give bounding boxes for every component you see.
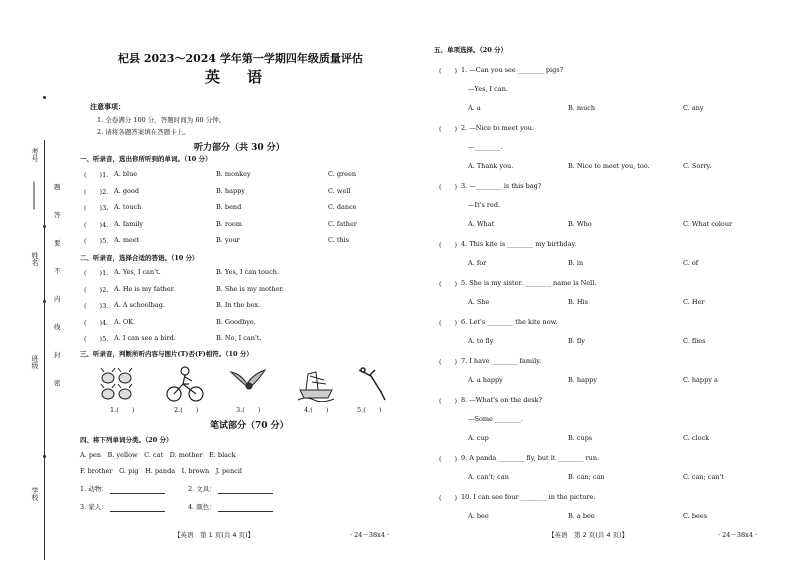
sec5-option-a: A. a [468,104,481,112]
sec5-answer-paren: ( ) [439,397,458,405]
sec5-question: 1. —Can you see ________ pigs? [461,66,564,74]
sec4-category-label: 2. 文具： [188,485,216,493]
xuexiao-label: 学校 [31,487,39,501]
sec3-answer-label: 4.( ) [304,406,329,414]
sec5-option-c: C. can; can't [683,473,724,481]
kaohao-line [34,182,35,210]
kaohao-label: 考号 [31,148,39,162]
sec5-question-reply: —It's red. [468,201,501,209]
sec1-option-b: B. your [216,236,240,244]
sec1-option-c: C. this [328,236,350,244]
sec5-option-b: B. in [568,259,584,267]
sec4-answer-line [218,493,273,494]
sec5-option-b: B. cups [568,434,593,442]
sec1-item-number: ( )3. [84,204,109,212]
sec4-answer-line [110,511,165,512]
exam-title: 杞县 2023～2024 学年第一学期四年级质量评估 [118,52,363,65]
sec5-answer-paren: ( ) [439,125,458,133]
banji-label: 班级 [31,355,39,369]
sec1-option-b: B. happy [216,186,245,195]
sec5-option-a: A. to fly [468,337,494,345]
sec5-option-b: B. much [568,104,596,112]
sec5-answer-paren: ( ) [439,241,458,249]
sec2-option-a: A. A schoolbag. [114,301,165,309]
sec5-answer-paren: ( ) [439,319,458,327]
sec2-item-number: ( )2. [84,285,109,294]
sec4-category-label: 4. 颜色： [188,503,216,511]
binding-dot [43,455,46,458]
written-heading: 笔试部分（70 分） [210,421,289,431]
notice-heading: 注意事项： [90,102,125,111]
sec3-answer-label: 1.( ) [110,406,135,414]
footer-page2: 【英语 第 2 页(共 4 页)】 [548,531,629,539]
sec5-option-c: C. clock [683,434,710,442]
sec4-words-1: A. pen B. yellow C. cat D. mother E. black [80,451,236,459]
sec1-heading: 一、听录音，选出你所听到的单词。（10 分） [80,155,212,163]
sec4-category-label: 3. 家人： [80,503,108,511]
sec1-option-b: B. bend [216,203,242,211]
sec5-answer-paren: ( ) [439,183,458,191]
sec3-heading: 三、听录音，判断所听内容与图片(T)否(F)相符。（10 分） [80,350,253,358]
sec2-item-number: ( )5. [84,335,109,343]
sec5-question-reply: —________. [468,143,503,151]
binding-dot [43,300,46,303]
sec5-question: 7. I have ________ family. [461,357,542,365]
sec5-option-c: C. of [683,259,699,267]
sec5-answer-paren: ( ) [439,455,458,463]
sec5-option-c: C. happy a [683,376,718,384]
sec4-category-label: 1. 动物： [80,485,108,493]
listening-heading: 听力部分（共 30 分） [194,143,285,153]
sec5-question: 4. This kite is ________ my birthday. [461,240,577,248]
sec1-option-a: A. touch [114,203,142,211]
binding-line [44,140,45,560]
sec5-heading: 五、单项选择。（20 分） [434,46,508,54]
sec5-option-b: B. Nice to meet you, too. [568,162,650,170]
binding-dot [43,225,46,228]
binding-warning-char: 内 [54,295,61,303]
subject-title: 英 语 [205,68,269,86]
sec1-item-number: ( )2. [84,187,109,196]
sec5-option-b: B. happy [568,376,597,384]
ship-picture [296,366,336,402]
sec5-option-c: C. Her [683,298,705,306]
stretch-picture [355,364,389,402]
sec5-answer-paren: ( ) [439,358,458,366]
sec4-words-2: F. brother G. pig H. panda I. brown J. pencil [80,467,242,475]
binding-warning-char: 密 [54,379,61,387]
sec1-option-a: A. blue [114,170,138,178]
code-page1: · 24－38x4 · [350,531,390,539]
sec5-option-b: B. fly [568,337,585,345]
sec5-question: 9. A panda ________ fly, but it ________ run. [461,454,600,462]
binding-warning-char: 线 [54,323,61,331]
sec5-option-a: A. can't; can [468,473,509,481]
binding-warning-char: 答 [54,211,61,219]
sec4-answer-line [110,493,165,494]
sec4-heading: 四、将下列单词分类。（20 分） [80,436,173,444]
sec1-option-a: A. meet [114,236,140,244]
sec5-option-a: A. cup [468,434,489,442]
sec1-item-number: ( )5. [84,237,109,245]
notice-1: 1. 全卷满分 100 分，答题时间为 60 分钟。 [97,116,226,124]
sec5-answer-paren: ( ) [439,280,458,288]
sec5-question: 2. —Nice to meet you. [461,124,535,132]
sec5-option-a: A. a happy [468,376,503,384]
sec5-answer-paren: ( ) [439,67,458,75]
sec1-option-c: C. green [328,170,357,178]
sec2-item-number: ( )4. [84,318,109,327]
sec5-question-reply: —Yes, I can. [468,85,508,93]
sec5-option-a: A. bee [468,512,489,520]
sec5-option-a: A. Thank you. [468,162,514,170]
sec1-option-b: B. room [216,219,243,228]
binding-warning-char: 封 [54,351,61,359]
bike-picture [165,364,205,404]
binding-dot [43,96,46,99]
sec1-item-number: ( )1. [84,171,109,179]
code-page2: · 24－38x4 · [718,531,758,539]
sec5-question-reply: —Some ________. [468,415,524,423]
sec2-option-a: A. I can see a bird. [114,334,176,342]
sec5-question: 6. Let's ________ the kite now. [461,318,558,326]
binding-warning-char: 不 [54,267,61,275]
sec1-option-a: A. family [114,219,144,228]
bees-picture [98,366,148,404]
sec5-question: 5. She is my sister. ________ name is Nell. [461,279,597,287]
sec1-option-b: B. monkey [216,170,251,178]
sec5-question: 3. —________ is this bag? [461,182,542,190]
sec2-option-a: A. He is my father. [114,284,176,293]
sec5-question: 10. I can see four ________ in the picture. [461,493,596,501]
xingming-label: 姓名 [31,252,39,266]
sec3-answer-label: 3.( ) [236,406,261,414]
sec2-option-b: B. Goodbye. [216,317,256,326]
sec5-question: 8. —What's on the desk? [461,396,542,404]
bird-picture [229,364,269,402]
sec3-answer-label: 5.( ) [357,406,382,414]
sec2-option-a: A. OK. [114,317,136,326]
sec2-option-b: B. In the box. [216,301,261,309]
sec2-option-b: B. Yes, I can touch. [216,268,279,276]
binding-warning-char: 题 [54,183,61,191]
sec2-heading: 二、听录音，选择合适的答语。（10 分） [80,254,199,262]
sec5-option-a: A. She [468,298,490,306]
sec5-option-b: B. can; can [568,473,605,481]
footer-page1: 【英语 第 1 页(共 4 页)】 [174,531,255,539]
sec5-option-b: B. His [568,298,588,306]
sec5-option-b: B. Who [568,220,592,228]
notice-2: 2. 请将各题答案填在答题卡上。 [97,128,190,136]
sec1-option-c: C. dance [328,203,357,211]
sec5-option-c: C. flies [683,337,706,345]
sec1-item-number: ( )4. [84,220,109,229]
sec1-option-c: C. well [328,186,351,195]
sec2-option-b: B. She is my mother. [216,284,285,293]
sec5-option-b: B. a bee [568,512,595,520]
binding-warning-char: 要 [54,239,61,247]
sec1-option-c: C. father [328,219,357,228]
sec5-option-c: C. What colour [683,220,733,228]
sec5-answer-paren: ( ) [439,494,458,502]
sec3-answer-label: 2.( ) [174,406,199,414]
sec1-option-a: A. good [114,186,139,195]
sec5-option-c: C. any [683,104,704,112]
sec5-option-a: A. for [468,259,487,267]
sec5-option-c: C. bees [683,512,708,520]
sec2-option-a: A. Yes, I can't. [114,268,161,276]
sec5-option-a: A. What [468,220,495,228]
sec2-option-b: B. No, I can't. [216,334,262,342]
sec2-item-number: ( )3. [84,302,109,310]
sec5-option-c: C. Sorry. [683,162,712,170]
sec2-item-number: ( )1. [84,269,109,277]
sec4-answer-line [218,511,273,512]
